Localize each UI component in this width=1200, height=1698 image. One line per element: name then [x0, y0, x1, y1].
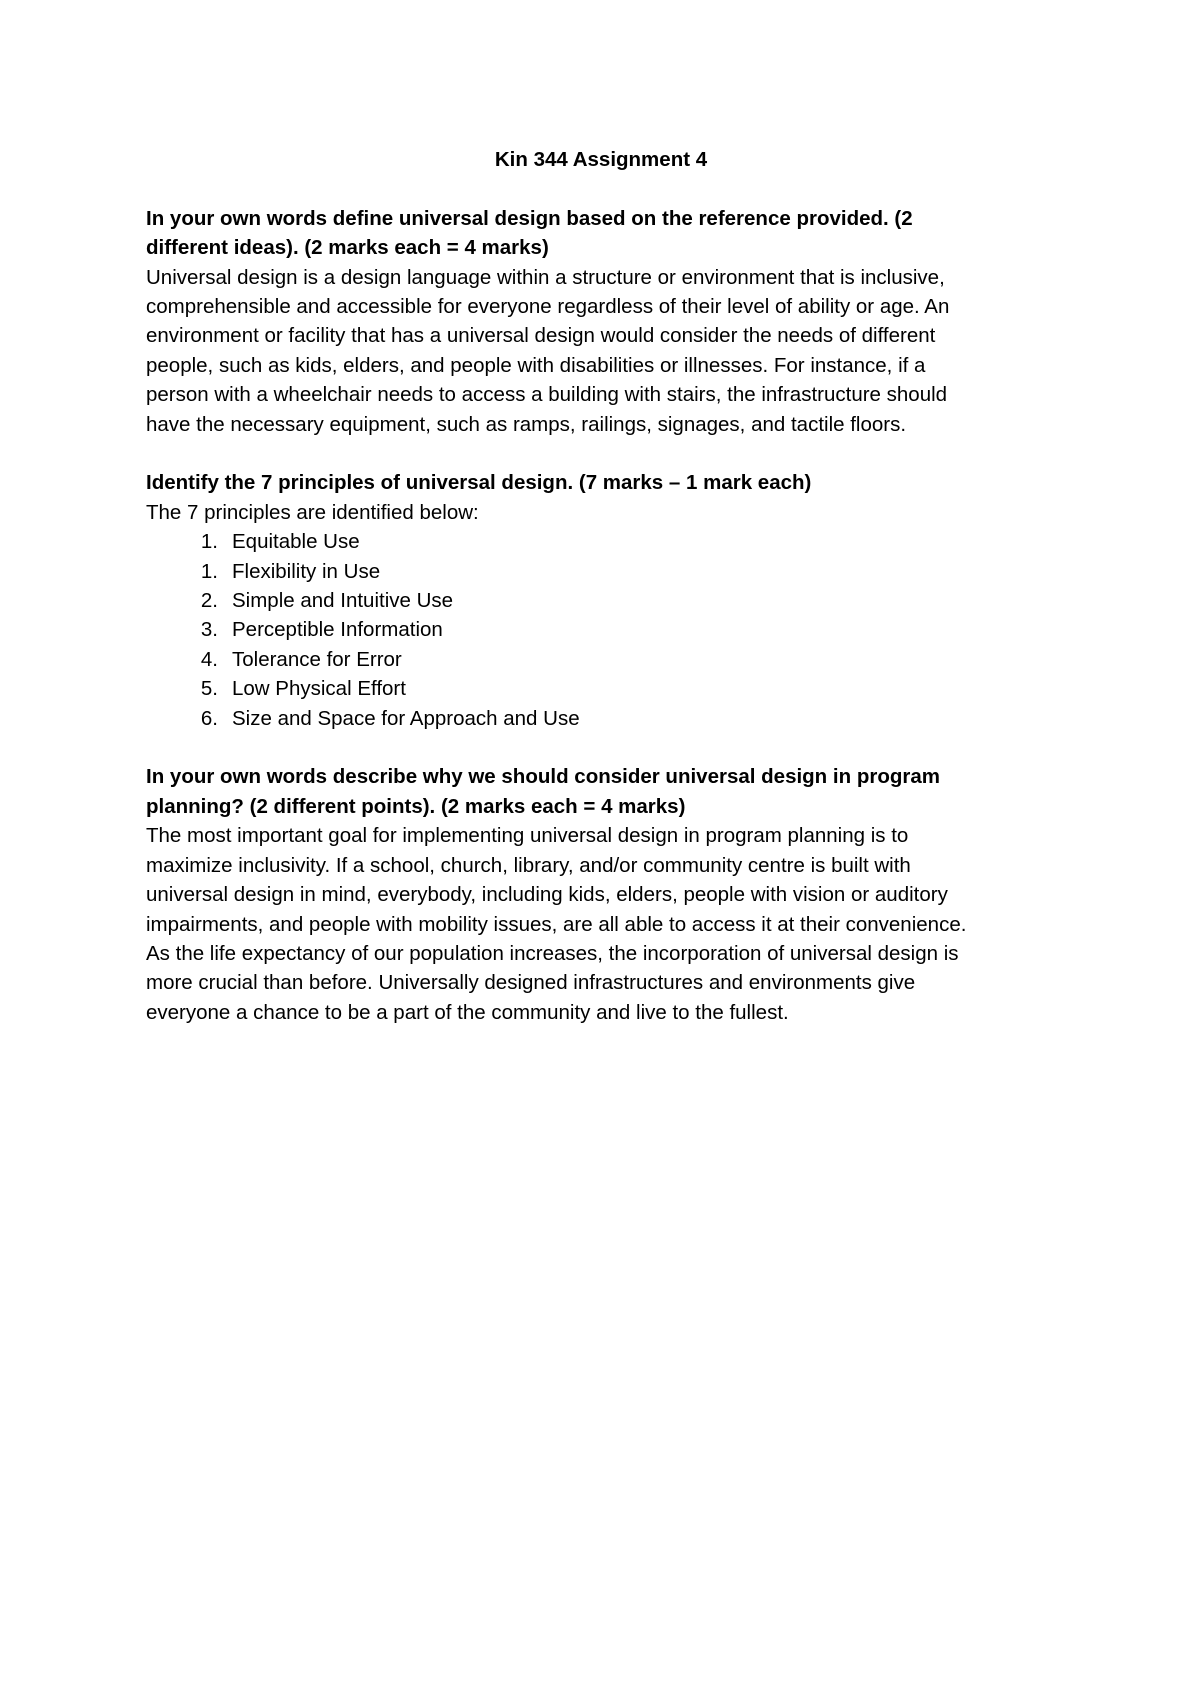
document-content [146, 145, 1056, 1057]
list-number: 5. [200, 677, 218, 701]
list-item [146, 645, 1056, 674]
answer-line: everyone a chance to be a part of the community and live to the fullest. [146, 1000, 789, 1024]
answer-line: comprehensible and accessible for everyone regardless of their level of ability or age. An [146, 295, 950, 319]
question-2 [146, 468, 1056, 497]
list-item [146, 704, 1056, 733]
question-line: Identify the 7 principles of universal design. (7 marks – 1 mark each) [146, 471, 812, 495]
principles-intro: The 7 principles are identified below: [146, 500, 479, 524]
question-3 [146, 762, 1056, 821]
section-program-planning [146, 762, 1056, 1027]
list-item-text: Low Physical Effort [232, 677, 406, 701]
list-item-text: Simple and Intuitive Use [232, 589, 454, 613]
list-item-text: Equitable Use [232, 530, 360, 554]
answer-line: people, such as kids, elders, and people with disabilities or illnesses. For instance, if a [146, 353, 926, 377]
answer-3 [146, 821, 1056, 1027]
answer-line: person with a wheelchair needs to access a building with stairs, the infrastructure should [146, 383, 948, 407]
list-item [146, 557, 1056, 586]
document-title: Kin 344 Assignment 4 [494, 148, 708, 171]
principles-list [146, 527, 1056, 733]
question-line: different ideas). (2 marks each = 4 marks) [146, 236, 549, 260]
list-number: 2. [200, 589, 218, 613]
question-line: In your own words describe why we should consider universal design in program [146, 765, 940, 789]
answer-line: more crucial than before. Universally designed infrastructures and environments give [146, 971, 916, 995]
answer-line: universal design in mind, everybody, including kids, elders, people with vision or auditory [146, 883, 948, 907]
list-number: 1. [200, 530, 218, 554]
list-item-text: Perceptible Information [232, 618, 443, 642]
list-item [146, 586, 1056, 615]
answer-1 [146, 263, 1056, 439]
list-number: 1. [200, 559, 218, 583]
list-item-text: Tolerance for Error [232, 647, 402, 671]
question-line: planning? (2 different points). (2 marks each = 4 marks) [146, 794, 686, 818]
list-item [146, 527, 1056, 556]
list-number: 4. [200, 647, 218, 671]
question-1 [146, 204, 1056, 263]
answer-line: have the necessary equipment, such as ramps, railings, signages, and tactile floors. [146, 412, 907, 436]
list-number: 3. [200, 618, 218, 642]
list-item [146, 615, 1056, 644]
answer-line: As the life expectancy of our population increases, the incorporation of universal design is [146, 941, 959, 965]
section-definition [146, 204, 1056, 439]
list-item [146, 674, 1056, 703]
answer-line: maximize inclusivity. If a school, church, library, and/or community centre is built with [146, 853, 911, 877]
list-item-text: Size and Space for Approach and Use [232, 706, 580, 730]
answer-line: impairments, and people with mobility issues, are all able to access it at their convenience. [146, 912, 967, 936]
answer-line: The most important goal for implementing universal design in program planning is to [146, 824, 909, 848]
section-principles [146, 468, 1056, 733]
answer-line: Universal design is a design language within a structure or environment that is inclusive, [146, 265, 945, 289]
list-number: 6. [200, 706, 218, 730]
question-line: In your own words define universal design based on the reference provided. (2 [146, 206, 913, 230]
answer-line: environment or facility that has a universal design would consider the needs of different [146, 324, 936, 348]
list-item-text: Flexibility in Use [232, 559, 381, 583]
